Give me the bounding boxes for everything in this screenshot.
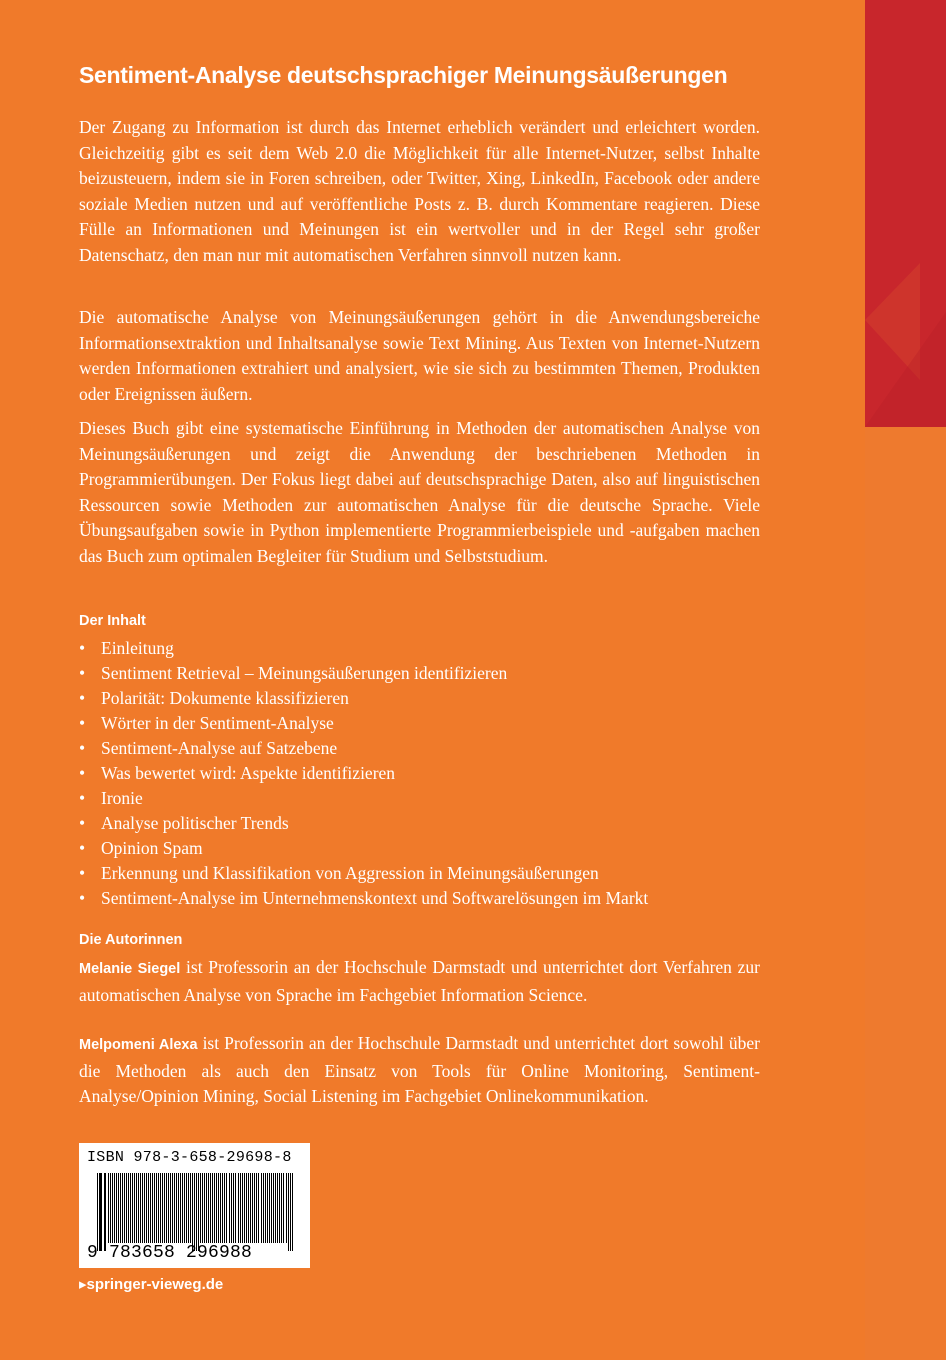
barcode-bar bbox=[158, 1173, 159, 1243]
barcode-bar bbox=[126, 1173, 127, 1243]
barcode-bar bbox=[168, 1173, 169, 1243]
barcode-bar bbox=[188, 1173, 189, 1243]
publisher-website-link[interactable]: ▸springer-vieweg.de bbox=[79, 1276, 224, 1293]
barcode-bar bbox=[248, 1173, 249, 1243]
barcode-bar bbox=[184, 1173, 185, 1243]
barcode-bar bbox=[138, 1173, 139, 1243]
barcode-bar bbox=[164, 1173, 165, 1243]
barcode-bar bbox=[261, 1173, 262, 1243]
barcode-bar bbox=[238, 1173, 239, 1243]
barcode-bar bbox=[136, 1173, 137, 1243]
barcode-bar bbox=[186, 1173, 187, 1243]
barcode-bar bbox=[162, 1173, 163, 1243]
list-item: • Opinion Spam bbox=[79, 838, 203, 858]
barcode-bar bbox=[290, 1173, 291, 1251]
isbn-barcode bbox=[79, 1143, 310, 1268]
author-name: Melpomeni Alexa bbox=[79, 1037, 198, 1053]
barcode-bar bbox=[271, 1173, 272, 1243]
ean-digits: 9 783658 296988 bbox=[87, 1243, 253, 1263]
barcode-bar bbox=[110, 1173, 111, 1243]
list-item: • Wörter in der Sentiment-Analyse bbox=[79, 713, 334, 733]
intro-paragraph-3: Dieses Buch gibt eine systematische Einführung in Methoden der automatischen Analyse von Meinungsäußerungen und zeigt die Anwendung der beschriebenen Methoden in Programmierübungen. Der Fokus liegt dabei auf deutschsprachige Daten, also auf linguistischen Ressourcen sowie Methoden zur automatischen Analyse für die deutsche Sprache. Viele Übungsaufgaben sowie in Python implementierte Programmierbeispiele und -aufgaben machen das Buch zum optimalen Begleiter für Studium und Selbststudium. bbox=[79, 418, 760, 566]
barcode-bar bbox=[214, 1173, 215, 1243]
list-item: • Polarität: Dokumente klassifizieren bbox=[79, 688, 349, 708]
contents-heading: Der Inhalt bbox=[79, 613, 146, 629]
book-title: Sentiment-Analyse deutschsprachiger Meinungsäußerungen bbox=[79, 62, 728, 88]
intro-paragraph-2: Die automatische Analyse von Meinungsäußerungen gehört in die Anwendungsbereiche Informationsextraktion und Inhaltsanalyse sowie Text Mining. Aus Texten von Internet-Nutzern werden Informationen extrahiert und analysiert, wie sie sich zu bestimmten Themen, Produkten oder Ereignissen äußern. bbox=[79, 307, 760, 404]
author-bio-2 bbox=[79, 1031, 760, 1110]
barcode-bar bbox=[130, 1173, 131, 1243]
barcode-bar bbox=[180, 1173, 181, 1243]
list-item: • Erkennung und Klassifikation von Aggression in Meinungsäußerungen bbox=[79, 863, 599, 883]
barcode-bar bbox=[142, 1173, 143, 1243]
barcode-bar bbox=[192, 1173, 193, 1251]
barcode-bar bbox=[178, 1173, 179, 1243]
barcode-bar bbox=[176, 1173, 177, 1243]
barcode-bar bbox=[182, 1173, 183, 1243]
barcode-bar bbox=[222, 1173, 223, 1243]
barcode-bar bbox=[166, 1173, 167, 1243]
triangle-decoration bbox=[865, 0, 946, 427]
barcode-bar bbox=[275, 1173, 276, 1243]
barcode-bar bbox=[229, 1173, 230, 1243]
author-name: Melanie Siegel bbox=[79, 961, 181, 977]
contents-list bbox=[79, 636, 648, 911]
barcode-bar bbox=[128, 1173, 129, 1243]
barcode-bar bbox=[292, 1173, 293, 1251]
barcode-bar bbox=[281, 1173, 282, 1243]
barcode-bar bbox=[258, 1173, 259, 1243]
barcode-bar bbox=[231, 1173, 232, 1243]
barcode-bar bbox=[120, 1173, 121, 1243]
barcode-bar bbox=[154, 1173, 155, 1243]
barcode-bar bbox=[170, 1173, 171, 1243]
barcode-bar bbox=[288, 1173, 289, 1251]
barcode-bar bbox=[118, 1173, 119, 1243]
author-bio-text: ist Professorin an der Hochschule Darmstadt und unterrichtet dort Verfahren zur automatischen Analyse von Sprache im Fachgebiet Information Science. bbox=[79, 957, 760, 1005]
barcode-bar bbox=[122, 1173, 123, 1243]
barcode-bar bbox=[204, 1173, 205, 1243]
barcode-bar bbox=[216, 1173, 217, 1243]
publisher-red-block bbox=[865, 0, 946, 427]
barcode-bar bbox=[212, 1173, 213, 1243]
barcode-bar bbox=[267, 1173, 268, 1243]
barcode-bar bbox=[279, 1173, 280, 1243]
barcode-bar bbox=[256, 1173, 257, 1243]
barcode-bar bbox=[265, 1173, 266, 1243]
list-item: • Sentiment-Analyse auf Satzebene bbox=[79, 738, 338, 758]
barcode-bar bbox=[224, 1173, 225, 1243]
barcode-bar bbox=[156, 1173, 157, 1243]
barcode-bar bbox=[252, 1173, 253, 1243]
barcode-bar bbox=[150, 1173, 151, 1243]
barcode-bar bbox=[116, 1173, 117, 1243]
isbn-label: ISBN 978-3-658-29698-8 bbox=[87, 1149, 292, 1166]
barcode-bar bbox=[202, 1173, 203, 1243]
barcode-bar bbox=[200, 1173, 201, 1243]
barcode-bar bbox=[190, 1173, 191, 1243]
barcode-bar bbox=[104, 1173, 106, 1251]
barcode-bar bbox=[235, 1173, 236, 1243]
intro-paragraph-1: Der Zugang zu Information ist durch das Internet erheblich verändert und erleichtert worden. Gleichzeitig gibt es seit dem Web 2.0 die Möglichkeit für alle Internet-Nutzer, selbst Inhalte beizusteuern, indem sie in Foren schreiben, oder Twitter, Xing, LinkedIn, Facebook oder andere soziale Medien nutzen und auf veröffentliche Posts z. B. durch Kommentare reagieren. Diese Fülle an Informationen und Meinungen ist ein wertvoller und in der Regel sehr großer Datenschatz, den man nur mit automatischen Verfahren sinnvoll nutzen kann. bbox=[79, 117, 760, 265]
list-item: • Analyse politischer Trends bbox=[79, 813, 289, 833]
barcode-bar bbox=[97, 1173, 98, 1251]
barcode-bar bbox=[146, 1173, 147, 1243]
barcode-bar bbox=[194, 1173, 195, 1251]
barcode-bar bbox=[124, 1173, 125, 1243]
barcode-bar bbox=[208, 1173, 209, 1243]
barcode-bar bbox=[140, 1173, 141, 1243]
barcode-bar bbox=[172, 1173, 173, 1243]
arrow-right-icon: ▸ bbox=[79, 1276, 87, 1293]
barcode-bar bbox=[283, 1173, 284, 1243]
barcode-bar bbox=[144, 1173, 145, 1243]
barcode-bar bbox=[244, 1173, 245, 1243]
author-bio-1 bbox=[79, 955, 760, 1008]
barcode-bar bbox=[263, 1173, 264, 1243]
barcode-bar bbox=[148, 1173, 149, 1243]
barcode-bar bbox=[226, 1173, 227, 1243]
list-item: • Sentiment-Analyse im Unternehmenskontext und Softwarelösungen im Markt bbox=[79, 888, 649, 908]
barcode-bar bbox=[286, 1173, 287, 1243]
barcode-bar bbox=[132, 1173, 133, 1243]
list-item: • Sentiment Retrieval – Meinungsäußerungen identifizieren bbox=[79, 663, 508, 683]
list-item: • Ironie bbox=[79, 788, 143, 808]
barcode-bar bbox=[218, 1173, 219, 1243]
barcode-bar bbox=[277, 1173, 278, 1243]
barcode-bar bbox=[246, 1173, 247, 1243]
authors-heading: Die Autorinnen bbox=[79, 932, 183, 948]
list-item: • Einleitung bbox=[79, 638, 174, 658]
barcode-bar bbox=[134, 1173, 135, 1243]
barcode-bar bbox=[254, 1173, 255, 1243]
barcode-bar bbox=[206, 1173, 207, 1243]
barcode-bar bbox=[152, 1173, 153, 1243]
barcode-bar bbox=[269, 1173, 270, 1243]
barcode-bar bbox=[108, 1173, 109, 1243]
barcode-bar bbox=[114, 1173, 115, 1243]
list-item: • Was bewertet wird: Aspekte identifizieren bbox=[79, 763, 396, 783]
barcode-bar bbox=[240, 1173, 241, 1243]
barcode-bar bbox=[233, 1173, 234, 1243]
barcode-bar bbox=[220, 1173, 221, 1243]
barcode-bar bbox=[273, 1173, 274, 1243]
barcode-bar bbox=[250, 1173, 251, 1243]
barcode-bar bbox=[210, 1173, 211, 1243]
barcode-bar bbox=[196, 1173, 197, 1251]
barcode-bar bbox=[198, 1173, 199, 1251]
barcode-bar bbox=[174, 1173, 175, 1243]
barcode-bar bbox=[99, 1173, 102, 1251]
barcode-bar bbox=[112, 1173, 113, 1243]
barcode-bar bbox=[160, 1173, 161, 1243]
author-bio-text: ist Professorin an der Hochschule Darmstadt und unterrichtet dort sowohl über die Methoden als auch den Einsatz von Tools für Online Monitoring, Sentiment-Analyse/Opinion Mining, Social Listening im Fachgebiet Onlinekommunikation. bbox=[79, 1033, 760, 1107]
barcode-bar bbox=[242, 1173, 243, 1243]
